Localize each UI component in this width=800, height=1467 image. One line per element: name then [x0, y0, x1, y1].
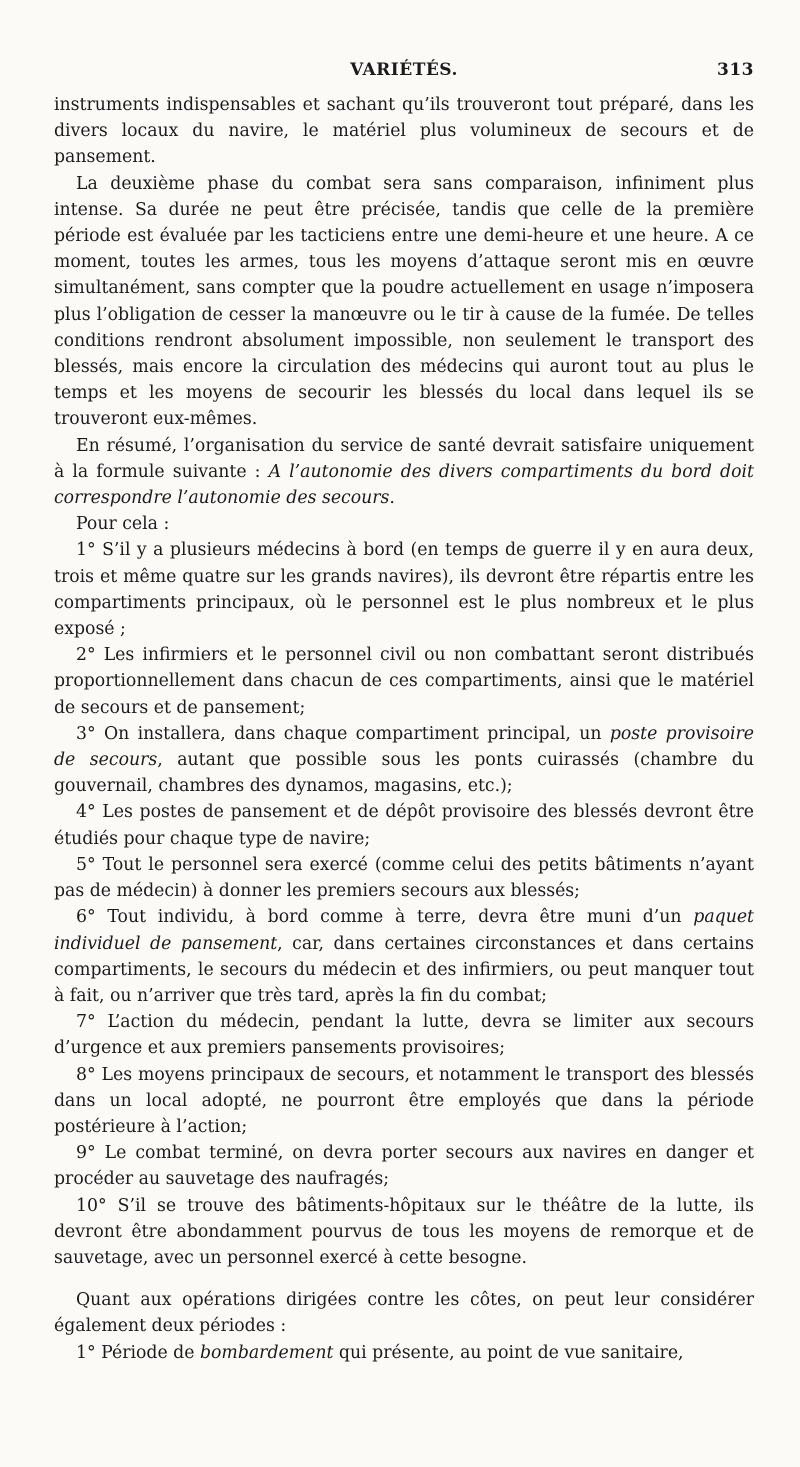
paragraph-p5	[54, 537, 754, 642]
text-run: 6° Tout individu, à bord comme à terre, devra être muni d’un	[76, 907, 694, 928]
text-run: , car, dans certaines circonstances et dans certains compartiments, le secours du médecin et des infirmiers, ou peut manquer tout à fait, ou n’arriver que très tard, après la fin du combat;	[54, 933, 754, 1006]
text-run: qui présente, au point de vue sanitaire,	[333, 1342, 684, 1363]
text-run: Quant aux opérations dirigées contre les côtes, on peut leur considérer également deux périodes :	[54, 1290, 754, 1337]
text-run: 5° Tout le personnel sera exercé (comme celui des petits bâtiments n’ayant pas de médecin) à donner les premiers secours aux blessés;	[54, 854, 754, 902]
italic-phrase: poste provisoire de secours	[54, 723, 754, 771]
paragraph-p10	[54, 904, 754, 1009]
paragraph-p8	[54, 799, 754, 851]
paragraph-p6	[54, 642, 754, 721]
paragraph-p2	[54, 171, 754, 433]
text-run: En résumé, l’organisation du service de santé devrait satisfaire uniquement à la formule suivante :	[54, 435, 754, 482]
text-run: instruments indispensables et sachant qu’ils trouveront tout préparé, dans les divers locaux du navire, le matériel plus volumineux de secours et de pansement.	[54, 95, 754, 168]
italic-phrase: A l’autonomie des divers compartiments du bord doit correspondre l’autonomie des secours	[54, 461, 754, 509]
book-page	[54, 58, 754, 1366]
page-number: 313	[717, 60, 754, 80]
text-run: 1° S’il y a plusieurs médecins à bord (en temps de guerre il y en aura deux, trois et même quatre sur les grands navires), ils devront être répartis entre les compartiments principaux, où le personnel est le plus nombreux et le plus exposé ;	[54, 540, 754, 640]
paragraph-p14	[54, 1193, 754, 1272]
paragraph-p7	[54, 721, 754, 800]
text-run: 4° Les postes de pansement et de dépôt provisoire des blessés devront être étudiés pour chaque type de navire;	[54, 802, 754, 849]
text-run: 8° Les moyens principaux de secours, et notamment le transport des blessés dans un local adopté, ne pourront être employés que dans la période postérieure à l’action;	[54, 1064, 754, 1137]
body-text	[54, 92, 754, 1366]
text-run: 2° Les infirmiers et le personnel civil ou non combattant seront distribués proportionnellement dans chacun de ces compartiments, ainsi que le matériel de secours et de pansement;	[54, 645, 754, 718]
paragraph-p9	[54, 852, 754, 904]
paragraph-p15	[54, 1287, 754, 1339]
paragraph-p4	[54, 511, 754, 537]
paragraph-p11	[54, 1009, 754, 1061]
text-run: 1° Période de	[76, 1342, 200, 1363]
text-run: .	[389, 488, 395, 509]
running-header	[54, 58, 754, 92]
paragraph-p13	[54, 1140, 754, 1192]
text-run: 7° L’action du médecin, pendant la lutte, devra se limiter aux secours d’urgence et aux premiers pansements provisoires;	[54, 1012, 754, 1059]
paragraph-p1	[54, 92, 754, 171]
text-run: 3° On installera, dans chaque compartiment principal, un	[76, 723, 610, 744]
text-run: Pour cela :	[76, 514, 170, 535]
paragraph-p3	[54, 433, 754, 512]
paragraph-p16	[54, 1340, 754, 1366]
text-run: , autant que possible sous les ponts cuirassés (chambre du gouvernail, chambres des dynamos, magasins, etc.);	[54, 750, 754, 797]
paragraph-gap	[54, 1271, 754, 1287]
text-run: La deuxième phase du combat sera sans comparaison, infiniment plus intense. Sa durée ne peut être précisée, tandis que celle de la première période est évaluée par les tacticiens entre une demi-heure et une heure. A ce moment, toutes les armes, tous les moyens d’attaque seront mis en œuvre simultanément, sans compter que la poudre actuellement en usage n’imposera plus l’obligation de cesser la manœuvre ou le tir à cause de la fumée. De telles conditions rendront absolument impossible, non seulement le transport des blessés, mais encore la circulation des médecins qui auront tout au plus le temps et les moyens de secourir les blessés du local dans lequel ils se trouveront eux-mêmes.	[54, 173, 754, 430]
running-title: VARIÉTÉS.	[350, 60, 458, 80]
text-run: 9° Le combat terminé, on devra porter secours aux navires en danger et procéder au sauvetage des naufragés;	[54, 1143, 754, 1190]
italic-phrase: paquet individuel de pansement	[54, 907, 754, 954]
text-run: 10° S’il se trouve des bâtiments-hôpitaux sur le théâtre de la lutte, ils devront être abondamment pourvus de tous les moyens de remorque et de sauvetage, avec un personnel exercé à cette besogne.	[54, 1195, 754, 1268]
italic-phrase: bombardement	[199, 1342, 334, 1363]
paragraph-p12	[54, 1062, 754, 1141]
